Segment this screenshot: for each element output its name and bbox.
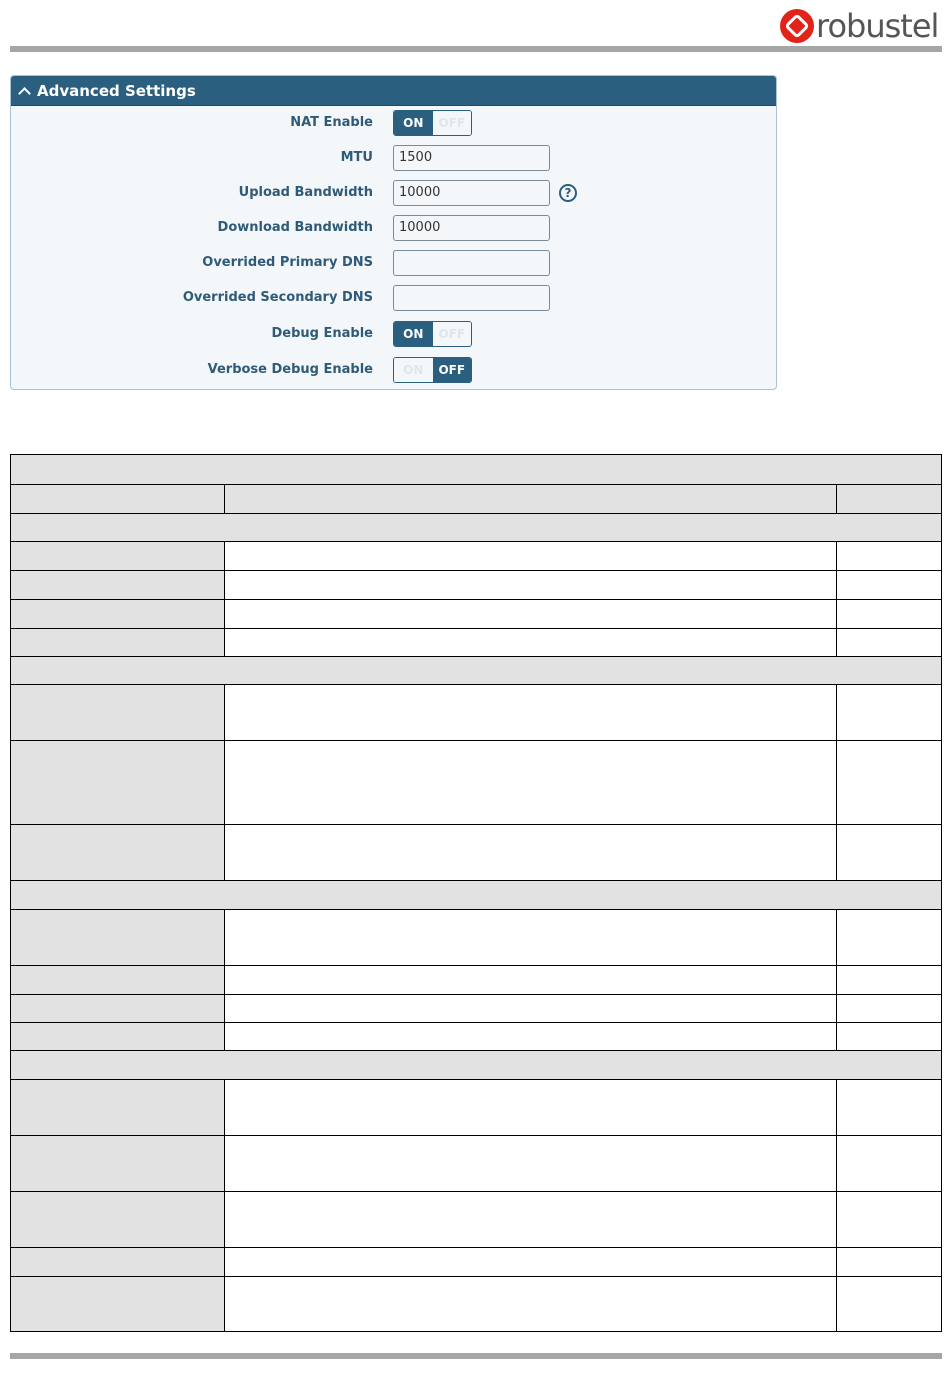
row-download-bandwidth [11,214,776,242]
row-mtu [11,144,776,172]
panel-header[interactable] [11,76,776,106]
table-row [11,1079,941,1135]
nat-enable-label: NAT Enable [290,115,373,130]
table-row [11,1135,941,1191]
header-cell-description [225,485,837,513]
table-section-row [11,513,941,541]
panel-title: Advanced Settings [37,81,196,100]
table-row [11,1247,941,1276]
help-icon[interactable]: ? [559,184,577,202]
table-row [11,570,941,599]
header-cell-item [11,485,225,513]
table-section-row [11,880,941,909]
header-divider [10,46,942,52]
upload-bandwidth-label: Upload Bandwidth [238,185,373,200]
debug-enable-on[interactable]: ON [394,322,433,346]
debug-enable-off[interactable]: OFF [433,322,472,346]
mtu-label: MTU [340,150,373,165]
table-row [11,909,941,965]
upload-bandwidth-input[interactable]: 10000 [393,180,550,206]
table-header-row [11,484,941,513]
row-verbose-debug [11,356,776,384]
debug-enable-label: Debug Enable [271,326,373,341]
advanced-settings-panel [10,75,777,390]
primary-dns-input[interactable] [393,250,550,276]
table-row [11,824,941,880]
row-secondary-dns [11,284,776,312]
row-nat-enable [11,109,776,137]
nat-enable-off[interactable]: OFF [433,111,472,135]
footer-divider [10,1353,942,1359]
table-row [11,994,941,1022]
table-row [11,1022,941,1050]
table-row [11,1276,941,1331]
download-bandwidth-input[interactable]: 10000 [393,215,550,241]
primary-dns-label: Overrided Primary DNS [202,255,373,270]
row-upload-bandwidth [11,179,776,207]
row-primary-dns [11,249,776,277]
table-row [11,740,941,824]
debug-enable-toggle[interactable] [393,321,472,347]
verbose-debug-on[interactable]: ON [394,358,433,382]
table-section-row [11,656,941,684]
table-row [11,684,941,740]
nat-enable-on[interactable]: ON [394,111,433,135]
table-section-row [11,1050,941,1079]
verbose-debug-toggle[interactable] [393,357,472,383]
robustel-logo-icon [780,9,814,43]
table-row [11,965,941,994]
brand-name: robustel [816,7,939,45]
table-row [11,599,941,628]
verbose-debug-off[interactable]: OFF [433,358,472,382]
header-cell-default [837,485,941,513]
row-debug-enable [11,320,776,348]
download-bandwidth-label: Download Bandwidth [217,220,373,235]
parameter-table [10,454,942,1332]
mtu-input[interactable]: 1500 [393,145,550,171]
table-row [11,1191,941,1247]
secondary-dns-label: Overrided Secondary DNS [182,290,373,305]
robustel-logo [780,8,938,44]
table-row [11,628,941,656]
table-title-row [11,455,941,484]
table-row [11,541,941,570]
verbose-debug-label: Verbose Debug Enable [207,362,373,377]
chevron-up-icon[interactable] [18,87,31,100]
nat-enable-toggle[interactable] [393,110,472,136]
secondary-dns-input[interactable] [393,285,550,311]
